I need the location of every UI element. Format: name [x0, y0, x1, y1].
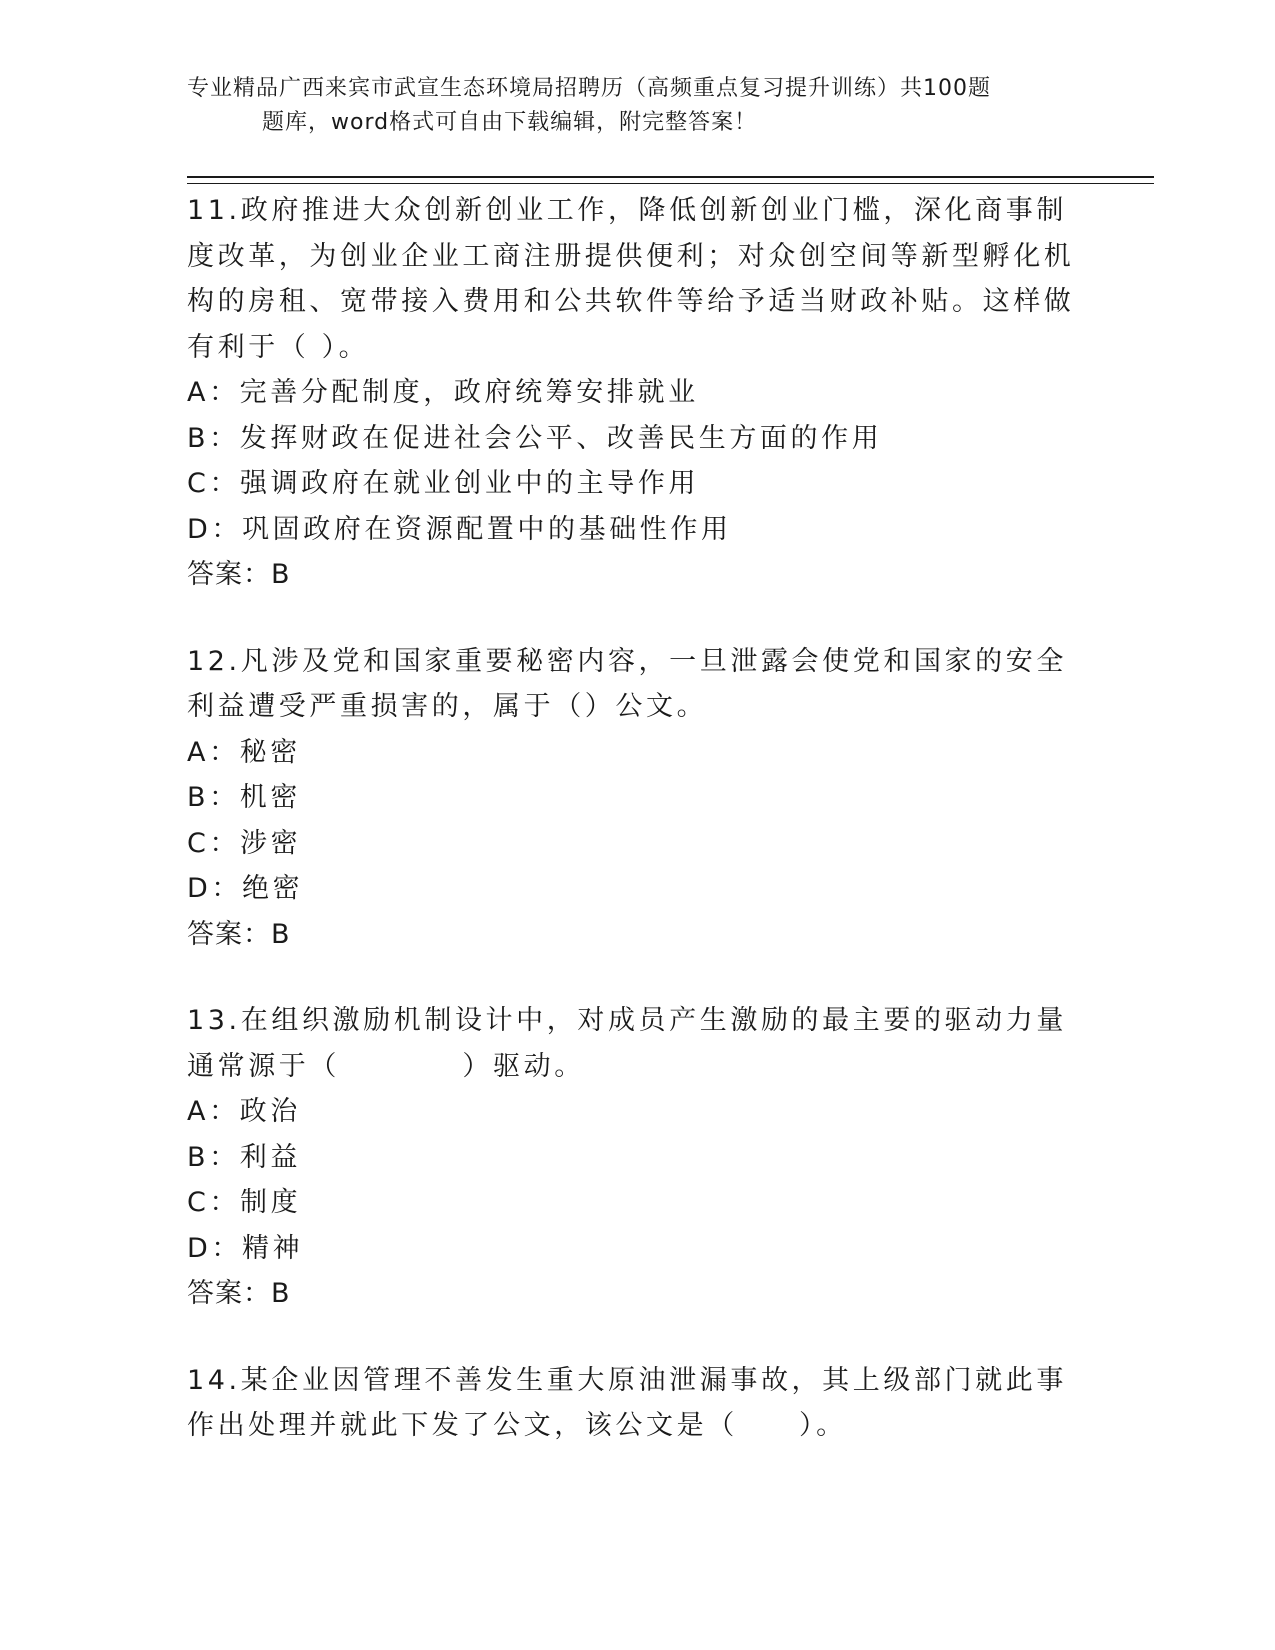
question-text: 13.在组织激励机制设计中，对成员产生激励的最主要的驱动力量通常源于（ ）驱动。: [187, 1005, 1067, 1082]
answer: 答案：B: [187, 918, 291, 950]
option-d: D：巩固政府在资源配置中的基础性作用: [187, 513, 732, 545]
option-b: B：发挥财政在促进社会公平、改善民生方面的作用: [187, 422, 883, 454]
header-line-2: 题库，word格式可自由下载编辑，附完整答案！: [262, 110, 758, 135]
option-c: C：涉密: [187, 827, 302, 859]
question-text: 11.政府推进大众创新创业工作，降低创新创业门槛，深化商事制度改革，为创业企业工商注册提供便利；对众创空间等新型孵化机构的房租、宽带接入费用和公共软件等给予适当财政补贴。这样做有利于（ ）。: [187, 195, 1075, 363]
question-11: [187, 188, 1077, 598]
option-d: D：精神: [187, 1232, 304, 1264]
question-text: 14.某企业因管理不善发生重大原油泄漏事故，其上级部门就此事作出处理并就此下发了公文，该公文是（ ）。: [187, 1364, 1067, 1441]
answer: 答案：B: [187, 1278, 291, 1309]
question-text: 12.凡涉及党和国家重要秘密内容，一旦泄露会使党和国家的安全利益遭受严重损害的，属于（）公文。: [187, 645, 1067, 722]
header-divider-thin: [187, 183, 1154, 184]
option-d: D：绝密: [187, 873, 304, 904]
question-14: [187, 1358, 1077, 1449]
header-line-1: 专业精品广西来宾市武宣生态环境局招聘历（高频重点复习提升训练）共100题: [187, 76, 991, 101]
option-b: B：机密: [187, 782, 301, 813]
option-c: C：强调政府在就业创业中的主导作用: [187, 468, 700, 499]
question-13: [187, 998, 1077, 1317]
question-12: [187, 639, 1077, 958]
header-divider-thick: [187, 176, 1154, 178]
option-b: B：利益: [187, 1141, 301, 1173]
option-a: A：秘密: [187, 736, 301, 768]
document-header: [187, 72, 1067, 140]
option-a: A：政治: [187, 1096, 301, 1127]
option-c: C：制度: [187, 1187, 302, 1218]
option-a: A：完善分配制度，政府统筹安排就业: [187, 377, 699, 408]
answer: 答案：B: [187, 559, 291, 590]
question-list: [187, 188, 1077, 1490]
